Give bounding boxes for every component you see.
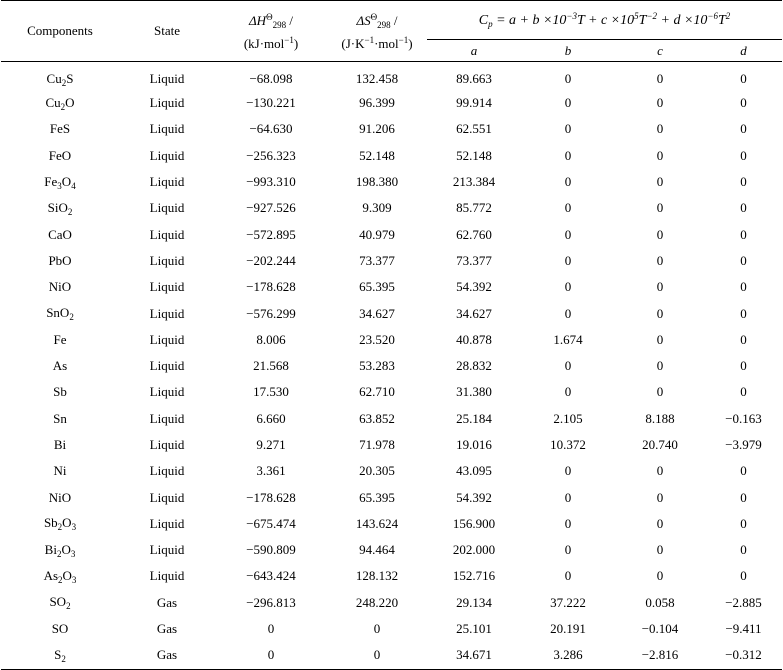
cell-d: 0: [740, 174, 747, 190]
component-subscript: 2: [61, 77, 67, 88]
table-row: [1, 484, 782, 510]
cell-b: 0: [564, 200, 572, 216]
cell-d: 0: [740, 358, 747, 374]
cell-b: 0: [564, 147, 572, 163]
cell-b: 0: [564, 515, 572, 531]
cell-ds: 143.624: [355, 515, 399, 531]
header-state-label: State: [154, 23, 180, 38]
header-entropy: [327, 1, 427, 62]
cell-b: 0: [564, 252, 572, 268]
cell-d: 0: [740, 331, 747, 347]
ds-unit-b: ·mol: [374, 36, 399, 51]
cp-eq5: T: [718, 13, 726, 28]
table-row: [1, 642, 782, 669]
component-base: SO: [49, 594, 67, 610]
header-enthalpy-text: [244, 10, 298, 51]
dh-unit-sup: −1: [284, 35, 294, 45]
cell-dh: −256.323: [246, 147, 296, 163]
table-row: [1, 274, 782, 300]
cell-dh: −130.221: [246, 95, 296, 111]
table-row: [1, 300, 782, 326]
cell-dh: −64.630: [249, 121, 293, 137]
cell-b: 0: [564, 568, 572, 584]
table-header: [1, 1, 782, 62]
cell-a: 34.671: [427, 642, 521, 669]
ds-unit-sup2: −1: [398, 35, 409, 45]
cell-component: [1, 62, 119, 91]
table-row: [1, 406, 782, 432]
cell-d: 0: [740, 384, 747, 400]
component-base: Fe: [53, 331, 67, 347]
component-base: SnO: [46, 305, 70, 321]
cell-ds: 53.283: [359, 358, 395, 374]
cell-component: [1, 143, 119, 169]
cell-a: 52.148: [456, 147, 492, 163]
cell-d: 0: [740, 515, 747, 531]
cell-dh: −590.809: [246, 542, 296, 558]
cell-state: Liquid: [149, 200, 185, 216]
cell-ds: 71.978: [359, 437, 395, 452]
cell-component: [1, 221, 119, 247]
cell-ds: 96.399: [359, 95, 395, 111]
cell-b: 0: [564, 542, 572, 558]
header-entropy-text: [341, 10, 412, 51]
cell-c: 0: [656, 226, 664, 242]
header-d: d: [705, 40, 782, 62]
cell-state: Liquid: [149, 437, 185, 452]
cell-dh: −178.628: [246, 489, 296, 505]
cp-exp4: −6: [707, 11, 718, 21]
cell-component: [1, 642, 119, 669]
component-subscript-2: 3: [71, 574, 77, 585]
component-rest: O: [62, 567, 72, 583]
component-subscript: 2: [56, 548, 62, 559]
cell-b: 0: [564, 279, 572, 295]
cell-state: Liquid: [149, 358, 185, 374]
component-subscript: 2: [67, 206, 73, 217]
cell-b: 0: [564, 71, 572, 86]
cell-d: 0: [740, 568, 747, 584]
cell-d: 0: [740, 305, 747, 321]
component-base: NiO: [48, 279, 72, 295]
cell-ds: 62.710: [359, 384, 395, 400]
cell-b: 0: [564, 384, 572, 400]
cell-ds: 23.520: [359, 331, 395, 347]
cell-c: 20.740: [642, 437, 678, 452]
component-subscript-2: 4: [71, 180, 76, 191]
cell-d: 0: [740, 200, 747, 216]
cell-b: 10.372: [550, 437, 586, 452]
cp-exp2: 5: [634, 11, 639, 21]
cell-d: 0: [740, 279, 747, 295]
cp-eq4: + d ×10: [657, 13, 708, 28]
cell-ds: 73.377: [359, 252, 395, 268]
component-subscript: 2: [58, 574, 63, 585]
cell-c: 0: [656, 489, 664, 505]
header-heat-capacity: [427, 1, 782, 40]
cell-component: [1, 563, 119, 589]
cell-b: 20.191: [550, 621, 586, 637]
table-row: [1, 143, 782, 169]
dh-line2: [244, 36, 298, 51]
cell-a: 213.384: [452, 174, 496, 190]
cell-ds: 9.309: [362, 200, 392, 216]
ds-unit-sup1: −1: [364, 35, 375, 45]
cell-b: 0: [564, 226, 572, 242]
header-c: c: [615, 40, 705, 62]
cell-state: Liquid: [149, 226, 185, 242]
cell-d: 0: [740, 542, 747, 558]
cell-ds: 20.305: [359, 463, 395, 479]
table-row: [1, 195, 782, 221]
table-row: [1, 537, 782, 563]
cell-a: 25.184: [456, 410, 492, 426]
component-rest: O: [61, 173, 72, 189]
cell-a: 29.134: [456, 594, 492, 610]
component-base: As: [43, 567, 59, 583]
cell-dh: −178.628: [246, 279, 296, 295]
cell-ds: 63.852: [359, 410, 395, 426]
cell-dh: −576.299: [246, 305, 296, 321]
cell-c: 0: [656, 331, 664, 347]
cell-state: Liquid: [149, 542, 185, 558]
cell-b: 1.674: [553, 331, 583, 347]
table-row: [1, 327, 782, 353]
cell-dh: 17.530: [253, 384, 289, 400]
cell-c: 0: [656, 568, 664, 584]
cell-a: 25.101: [456, 621, 492, 637]
component-base: Sb: [43, 515, 58, 531]
table-row: [1, 379, 782, 405]
cell-state: Gas: [156, 621, 178, 637]
cell-a: 40.878: [456, 331, 492, 347]
table-row: [1, 353, 782, 379]
dh-unit-close: ): [293, 36, 299, 51]
cell-ds: 198.380: [355, 174, 399, 190]
cell-d: 0: [740, 489, 747, 505]
component-base: NiO: [48, 489, 72, 505]
cell-dh: 9.271: [256, 437, 286, 452]
table-row: [1, 116, 782, 142]
table-row: [1, 90, 782, 116]
cp-eq3: T: [638, 13, 647, 28]
component-base: SO: [51, 621, 69, 637]
component-base: As: [52, 358, 68, 374]
cell-component: [1, 379, 119, 405]
cell-dh: 0: [267, 621, 275, 637]
cell-component: [1, 169, 119, 195]
cell-d: 0: [740, 71, 747, 86]
cell-state: Liquid: [149, 174, 185, 190]
cell-a: 28.832: [456, 358, 492, 374]
header-components: [1, 1, 119, 62]
cell-a: 43.095: [456, 463, 492, 479]
header-b: b: [521, 40, 615, 62]
cell-d: −9.411: [725, 621, 762, 637]
cell-dh: −572.895: [246, 226, 296, 242]
cell-ds: 40.979: [359, 226, 395, 242]
cell-dh: 0: [215, 642, 327, 669]
cp-exp5: 2: [725, 11, 731, 21]
ds-unit-close: ): [408, 36, 413, 51]
cell-component: [1, 353, 119, 379]
cell-dh: −993.310: [246, 174, 296, 190]
cell-a: 54.392: [456, 279, 492, 295]
dh-sub: 298: [272, 20, 287, 30]
cell-dh: −927.526: [246, 200, 296, 216]
cell-ds: 91.206: [359, 121, 395, 137]
cell-a: 85.772: [456, 200, 492, 216]
cp-eq1: = a + b ×10: [492, 13, 567, 28]
cell-d: 0: [740, 226, 747, 242]
cell-dh: −68.098: [249, 71, 293, 86]
cell-component: [1, 616, 119, 642]
component-base: CaO: [48, 226, 72, 242]
cell-state: Liquid: [149, 489, 185, 505]
cell-b: 0: [564, 121, 572, 137]
component-rest: O: [65, 94, 75, 110]
component-base: Bi: [53, 437, 67, 452]
cell-state: Liquid: [149, 95, 185, 111]
cell-state: Liquid: [149, 384, 185, 400]
cell-state: Liquid: [149, 515, 185, 531]
header-components-label: Components: [27, 23, 93, 38]
cell-c: 0: [656, 515, 664, 531]
header-state: [119, 1, 215, 62]
cell-dh: 6.660: [256, 410, 286, 426]
cell-a: 152.716: [452, 568, 496, 584]
cell-d: 0: [740, 95, 747, 111]
cell-c: 0.058: [645, 594, 675, 610]
cell-dh: −675.474: [246, 515, 296, 531]
table-row: [1, 62, 782, 91]
cell-c: 0: [656, 200, 664, 216]
cell-state: Liquid: [149, 121, 185, 137]
component-base: S: [54, 646, 62, 662]
cell-d: 0: [740, 463, 747, 479]
cell-d: −3.979: [725, 437, 762, 452]
cell-dh: −296.813: [246, 594, 296, 610]
cell-c: 0: [656, 174, 664, 190]
cell-component: [1, 274, 119, 300]
dh-sup: Θ: [266, 12, 273, 22]
cell-component: [1, 458, 119, 484]
component-base: PbO: [48, 252, 72, 268]
cell-component: [1, 195, 119, 221]
header-enthalpy: [215, 1, 327, 62]
cell-dh: 3.361: [256, 463, 286, 479]
cp-exp3: −2: [646, 11, 658, 21]
ds-sub: 298: [377, 20, 391, 30]
cell-a: 31.380: [456, 384, 492, 400]
dh-line1: [249, 13, 293, 28]
cell-c: 0: [656, 384, 664, 400]
cell-b: 0: [564, 358, 572, 374]
component-base: Bi: [44, 541, 57, 557]
cell-component: [1, 300, 119, 326]
cell-c: −2.816: [615, 642, 705, 669]
cell-a: 73.377: [456, 252, 492, 268]
component-base: Sb: [53, 384, 67, 400]
cell-ds: 248.220: [355, 594, 399, 610]
component-base: Fe: [44, 173, 58, 189]
cp-formula: [479, 13, 731, 28]
cell-state: Liquid: [149, 305, 185, 321]
component-subscript: 2: [61, 653, 66, 664]
table-row: [1, 563, 782, 589]
cell-c: 0: [656, 463, 664, 479]
component-subscript-2: 3: [70, 548, 76, 559]
cell-b: 37.222: [550, 594, 586, 610]
cell-c: 0: [656, 121, 664, 137]
table-row: [1, 458, 782, 484]
component-rest: O: [62, 515, 72, 531]
cell-a: 202.000: [452, 542, 496, 558]
cell-b: 0: [564, 95, 572, 111]
component-base: Ni: [53, 463, 67, 479]
cell-ds: 52.148: [359, 147, 395, 163]
cell-a: 156.900: [452, 515, 496, 531]
ds-line2: [341, 36, 412, 51]
cell-b: 0: [564, 463, 572, 479]
component-rest: S: [66, 70, 74, 86]
cell-c: 0: [656, 252, 664, 268]
cell-dh: −643.424: [246, 568, 296, 584]
ds-sup: Θ: [370, 12, 378, 22]
cell-c: 0: [656, 147, 664, 163]
cell-a: 19.016: [456, 437, 492, 452]
cell-component: [1, 327, 119, 353]
cell-ds: 128.132: [355, 568, 399, 584]
component-base: FeS: [49, 121, 71, 137]
cell-state: Liquid: [149, 410, 185, 426]
component-subscript-2: 3: [71, 522, 77, 533]
ds-slash: /: [390, 13, 398, 28]
table-row: [1, 511, 782, 537]
component-rest: O: [61, 541, 71, 557]
cell-a: 34.627: [456, 305, 492, 321]
thermodynamic-data-table: [1, 0, 782, 670]
table-row: [1, 432, 782, 458]
cell-d: 0: [740, 121, 747, 137]
cell-ds: 132.458: [355, 71, 399, 86]
ds-symbol: ΔS: [356, 13, 371, 28]
cell-dh: −202.244: [246, 252, 296, 268]
cell-ds: 0: [373, 621, 381, 637]
cell-a: 89.663: [456, 71, 492, 86]
cell-d: −0.163: [725, 410, 762, 426]
cell-state: Liquid: [149, 331, 185, 347]
component-subscript: 2: [60, 101, 66, 112]
cell-component: [1, 432, 119, 458]
dh-symbol: ΔH: [249, 13, 267, 28]
component-subscript: 2: [66, 601, 71, 612]
cell-ds: 65.395: [359, 489, 395, 505]
component-base: FeO: [48, 147, 72, 163]
cell-c: 0: [656, 279, 664, 295]
dh-unit: (kJ·mol: [243, 36, 285, 51]
table-row: [1, 590, 782, 616]
table-row: [1, 221, 782, 247]
dh-slash: /: [286, 13, 293, 28]
cp-c: C: [478, 13, 489, 28]
cell-b: 2.105: [553, 410, 583, 426]
cp-exp1: −3: [566, 11, 577, 21]
cell-c: 0: [656, 305, 664, 321]
cell-state: Liquid: [149, 147, 185, 163]
cell-state: Liquid: [149, 568, 185, 584]
cell-state: Liquid: [149, 252, 185, 268]
cp-p: p: [488, 19, 493, 29]
cell-a: 62.760: [456, 226, 492, 242]
cell-c: 0: [656, 95, 664, 111]
cell-component: [1, 590, 119, 616]
cell-component: [1, 90, 119, 116]
table-body: [1, 62, 782, 670]
cell-d: 0: [740, 252, 747, 268]
cell-component: [1, 406, 119, 432]
cell-ds: 65.395: [359, 279, 395, 295]
cell-d: 0: [740, 147, 747, 163]
cell-c: 8.188: [645, 410, 675, 426]
cell-c: −0.104: [641, 621, 679, 637]
header-a: a: [427, 40, 521, 62]
cell-d: −0.312: [705, 642, 782, 669]
cell-c: 0: [656, 358, 664, 374]
ds-line1: [356, 13, 397, 28]
cell-a: 54.392: [456, 489, 492, 505]
cell-component: [1, 116, 119, 142]
component-base: Cu: [45, 94, 61, 110]
cell-b: 3.286: [521, 642, 615, 669]
cell-component: [1, 511, 119, 537]
cell-ds: 94.464: [359, 542, 395, 558]
cell-ds: 0: [327, 642, 427, 669]
cell-component: [1, 484, 119, 510]
cell-c: 0: [656, 542, 664, 558]
component-base: Cu: [46, 70, 62, 86]
cell-state: Gas: [156, 594, 178, 610]
cell-a: 62.551: [456, 121, 492, 137]
cell-b: 0: [564, 489, 572, 505]
component-base: Sn: [53, 410, 67, 426]
cell-b: 0: [564, 174, 572, 190]
table-row: [1, 248, 782, 274]
component-subscript: 2: [57, 522, 63, 533]
cell-state: Liquid: [149, 71, 185, 86]
component-subscript: 3: [57, 180, 62, 191]
component-base: SiO: [47, 199, 68, 215]
cell-d: −2.885: [725, 594, 762, 610]
cell-state: Liquid: [149, 279, 185, 295]
cell-dh: 21.568: [253, 358, 289, 374]
cell-state: Gas: [119, 642, 215, 669]
cell-ds: 34.627: [359, 305, 395, 321]
table-row: [1, 616, 782, 642]
cell-state: Liquid: [149, 463, 185, 479]
cell-component: [1, 537, 119, 563]
cell-b: 0: [564, 305, 572, 321]
cell-c: 0: [656, 71, 664, 86]
table-row: [1, 169, 782, 195]
cell-component: [1, 248, 119, 274]
component-subscript: 2: [69, 312, 74, 323]
cell-dh: 8.006: [256, 331, 286, 347]
cell-a: 99.914: [456, 95, 492, 111]
cp-eq2: T + c ×10: [576, 13, 635, 28]
ds-unit-a: (J·K: [341, 36, 365, 51]
